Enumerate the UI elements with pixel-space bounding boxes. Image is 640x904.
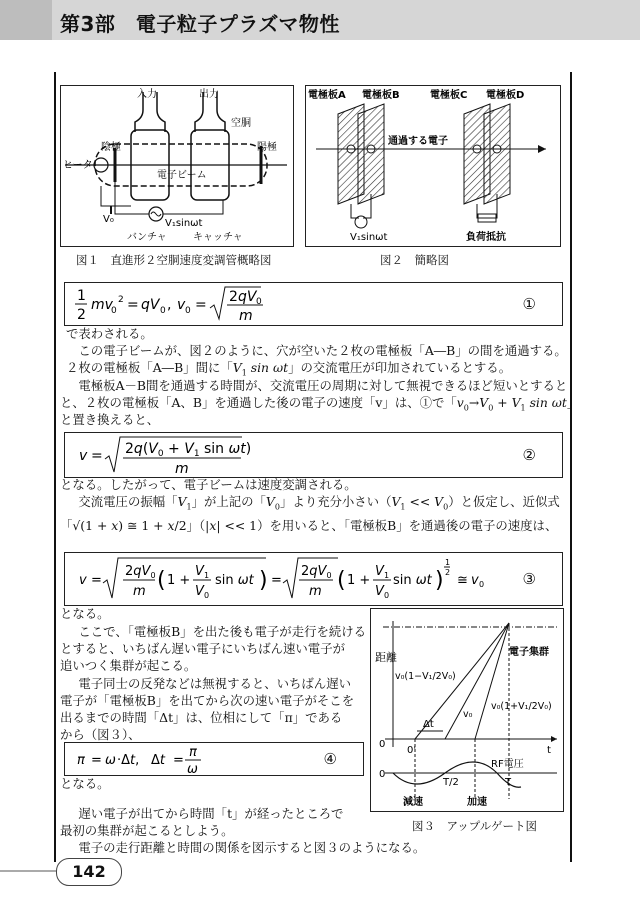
left-margin-line [54,72,56,862]
svg-text:0: 0 [160,306,166,316]
text-line-5b: 」 [566,395,580,410]
svg-text:ω: ω [187,762,198,775]
equation-1-formula [65,283,485,325]
label-zero: 0 [379,739,386,750]
svg-text:π: π [189,745,197,760]
text-line-17: から（図３）、 [60,727,141,742]
page-number-rule [0,870,56,872]
text-line-1: で表わされる。 [66,326,153,341]
text-line-10: となる。 [60,606,110,621]
label-plate-c: 電極板C [430,90,468,101]
label-plate-d: 電極板D [486,90,525,101]
simplified-diagram [306,86,560,246]
svg-text:0: 0 [111,306,117,316]
figure-2 [305,85,561,247]
text-line-2: この電子ビームが、図２のように、穴が空いた２枚の電極板「A―B」の間を通過する。 [66,343,567,358]
label-electron: 通過する電子 [388,136,448,147]
svg-text:qV: qV [141,297,160,313]
equation-2 [64,432,563,478]
svg-text:V: V [375,564,384,579]
svg-text:2: 2 [445,568,451,577]
svg-text:≅: ≅ [457,573,468,588]
svg-text:1: 1 [445,558,451,567]
label-output: 出力 [199,89,219,100]
svg-text:ω: ω [105,753,116,768]
label-v0: V₀ [103,214,114,225]
figure-1-caption: 図１ 直進形２空胴速度変調管概略図 [76,253,272,267]
label-period: T [505,777,512,788]
label-input: 入力 [137,89,157,100]
svg-text:Δt: Δt [151,753,166,768]
text-line-21: 電子の走行距離と時間の関係を図示すると図３のようになる。 [66,840,426,855]
svg-text:π: π [77,753,85,768]
equation-4 [64,742,364,776]
label-v1-fig2: V₁sinωt [350,232,388,243]
label-v1: V₁sinωt [165,218,203,229]
label-decel: 減速 [403,797,423,808]
text-line-13: 追いつく集群が起こる。 [60,658,197,673]
svg-text:=: = [91,573,102,588]
text-line-9a: 「 [60,518,73,533]
label-accel: 加速 [467,797,487,808]
label-heater: ヒータ [63,160,93,171]
label-rf: RF電圧 [491,759,524,770]
svg-text:2: 2 [229,289,238,305]
text-line-12: とすると、いちばん遅い電子にいちばん速い電子が [60,641,345,656]
text-line-6: と置き換えると、 [60,412,160,427]
chapter-header [0,0,640,40]
text-line-9c: ）を用いると、「電極板B」を通過後の電子の速度は、 [257,518,558,533]
label-mid: v₀ [463,709,473,720]
svg-text:m: m [239,308,253,324]
svg-text:(: ( [337,568,346,593]
svg-text:2: 2 [77,307,86,323]
text-line-9: 「√(1 + x) ≅ 1 + x/2」（|x| << 1）を用いると、「電極板B」を通過後の電子の速度は、 [60,518,558,533]
svg-text:mv: mv [91,297,113,313]
label-anode: 陽極 [257,142,277,153]
svg-text:,: , [167,297,172,313]
svg-text:2: 2 [118,295,124,305]
svg-text:=: = [127,297,139,313]
equation-4-number: ④ [323,750,337,768]
klystron-diagram [61,86,293,246]
svg-text:0: 0 [204,591,210,600]
equation-3-number: ③ [522,570,536,588]
label-plate-b: 電極板B [362,90,400,101]
figure-2-caption: 図２ 簡略図 [380,253,449,267]
text-line-18: となる。 [60,776,110,791]
svg-text:(: ( [157,568,166,593]
equation-1 [64,282,563,326]
text-line-15: 電子が「電極板B」を出てから次の速い電子がそこを [60,693,355,708]
text-line-3b: 」の交流電圧が印加されているとする。 [288,360,512,375]
svg-text:2qV0: $2qV_0$ [125,564,156,580]
header-tab [0,0,52,40]
svg-text:2q(V0 + V1 sin ωt): $2q(V_0 + V_1$ sin ωt) [125,441,252,459]
label-distance: 距離 [375,651,397,664]
svg-text:0: 0 [256,297,262,307]
text-line-8: 交流電圧の振幅「$V_1$」が上記の「$V_0$」より充分小さい$(V_1 << V_0)$と仮定し、近似式 [66,494,560,512]
text-line-5: と、２枚の電極板「A、B」を通過した後の電子の速度「v」は、①で「$v_0\to V_0 + V_1$ sin ωt」 [60,395,580,413]
text-line-3a: ２枚の電極板「A―B」間に「 [66,360,233,375]
svg-text:): ) [435,568,444,593]
label-buncher: バンチャ [127,232,167,243]
label-t: t [547,745,551,756]
svg-text:): ) [259,568,268,593]
equation-2-formula [65,433,485,477]
svg-text:0: 0 [384,591,390,600]
text-line-9b: 」（ [186,518,206,533]
svg-text:m: m [309,584,322,599]
svg-text:=: = [271,573,282,588]
text-line-8c: 」より充分小さい（ [279,494,392,509]
text-line-11: ここで、「電極板B」を出た後も電子が走行を続ける [66,624,367,639]
label-t0: 0' [407,745,417,756]
figure-3-caption: 図３ アップルゲート図 [412,819,538,833]
text-line-5a: と、２枚の電極板「A、B」を通過した後の電子の速度「v」は、①で「 [60,395,457,410]
text-line-19: 遅い電子が出てから時間「t」が経ったところで [66,806,344,821]
label-catcher: キャッチャ [193,232,243,243]
text-line-8b: 」が上記の「 [191,494,266,509]
text-line-14: 電子同士の反発などは無視すると、いちばん遅い [66,676,351,691]
svg-text:v: v [177,297,186,313]
text-line-7: となる。したがって、電子ビームは速度変調される。 [60,477,357,492]
label-bunch: 電子集群 [509,647,549,658]
label-beam: 電子ビーム [157,170,207,181]
svg-text:=: = [91,753,102,768]
svg-text:2qV0: $2qV_0$ [301,564,332,580]
svg-text:sin ωt: sin ωt [215,573,254,588]
equation-3-formula [65,553,505,605]
right-margin-line [570,72,572,862]
applegate-diagram [371,609,563,811]
label-cathode: 陰極 [101,142,121,153]
svg-text:m: m [175,461,189,477]
text-line-20: 最初の集群が起こるとしよう。 [60,823,234,838]
equation-4-formula [65,743,305,775]
text-line-16: 出るまでの時間「Δt」は、位相にして「π」である [60,710,343,725]
equation-1-number: ① [522,295,536,313]
chapter-title: 第3部 電子粒子プラズマ物性 [60,12,340,36]
svg-text:0: 0 [185,306,191,316]
svg-text:1 +: 1 + [167,573,191,588]
svg-text:qV: qV [238,289,257,305]
svg-text:1 +: 1 + [347,573,371,588]
label-dt: Δt [423,719,434,730]
svg-text:sin ωt: sin ωt [393,573,432,588]
text-line-3: ２枚の電極板「A―B」間に「$V_1$ sin ωt」の交流電圧が印加されているとする。 [66,360,512,378]
svg-text:=: = [195,297,207,313]
svg-text:1: 1 [204,571,210,580]
equation-3 [64,552,563,606]
svg-text:v: v [79,573,87,588]
label-plate-a: 電極板A [308,90,346,101]
svg-text:v: v [471,573,479,588]
svg-text:=: = [91,448,103,464]
equation-2-number: ② [522,446,536,464]
label-zero2: 0 [379,769,386,780]
svg-text:v: v [79,448,88,464]
svg-text:·Δt,: ·Δt, [117,753,140,768]
svg-text:1: 1 [77,288,86,304]
label-load: 負荷抵抗 [466,232,506,243]
svg-text:m: m [133,584,146,599]
figure-1 [60,85,294,247]
svg-text:V: V [375,584,384,599]
label-fast: v₀(1+V₁/2V₀) [491,701,552,712]
svg-text:0: 0 [479,580,485,589]
label-slow: v₀(1−V₁/2V₀) [395,671,456,682]
svg-text:V: V [195,564,204,579]
text-line-8a: 交流電圧の振幅「 [66,494,178,509]
label-half-period: T/2 [443,777,459,788]
figure-3 [370,608,564,812]
text-line-8d: ）と仮定し、近似式 [448,494,560,509]
svg-text:=: = [173,753,184,768]
text-line-4: 電極板A－B間を通過する時間が、交流電圧の周期に対して無視できるほど短いとすると [66,378,568,393]
page-number: 142 [56,858,122,886]
svg-text:V: V [195,584,204,599]
svg-text:1: 1 [384,571,390,580]
label-cavity: 空胴 [231,118,251,129]
